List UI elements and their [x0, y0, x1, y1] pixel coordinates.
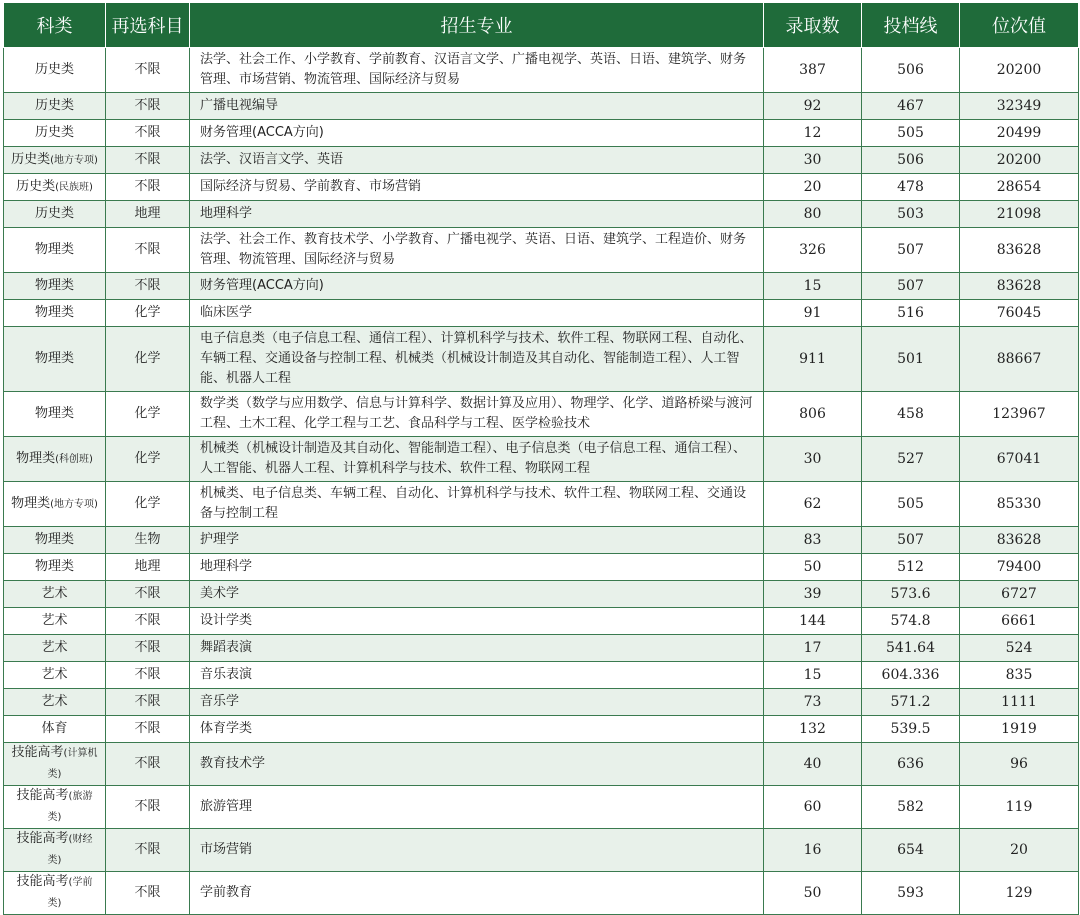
table-row	[4, 437, 1079, 482]
rank-cell: 67041	[960, 437, 1079, 482]
subject-cell: 不限	[106, 581, 190, 608]
category-cell	[4, 147, 106, 174]
rank-cell: 123967	[960, 392, 1079, 437]
category-label: 艺术	[41, 586, 68, 601]
table-row	[4, 872, 1079, 915]
category-suffix: (计算机类)	[47, 748, 98, 780]
category-label: 物理类	[34, 278, 74, 293]
line-cell: 527	[862, 437, 960, 482]
category-cell	[4, 581, 106, 608]
category-label: 历史类	[34, 206, 74, 221]
line-cell: 507	[862, 527, 960, 554]
line-cell: 636	[862, 743, 960, 786]
category-label: 物理类	[34, 242, 74, 257]
subject-cell: 不限	[106, 716, 190, 743]
category-cell	[4, 608, 106, 635]
category-cell	[4, 743, 106, 786]
header-row	[4, 3, 1079, 48]
category-label: 艺术	[41, 613, 68, 628]
subject-cell: 不限	[106, 662, 190, 689]
subject-cell: 不限	[106, 829, 190, 872]
line-cell: 571.2	[862, 689, 960, 716]
category-cell	[4, 273, 106, 300]
category-label: 历史类	[34, 125, 74, 140]
rank-cell: 83628	[960, 273, 1079, 300]
category-cell	[4, 662, 106, 689]
table-row	[4, 743, 1079, 786]
category-cell	[4, 482, 106, 527]
category-label: 艺术	[41, 694, 68, 709]
category-cell	[4, 716, 106, 743]
rank-cell: 96	[960, 743, 1079, 786]
count-cell: 30	[764, 437, 862, 482]
category-cell	[4, 174, 106, 201]
major-cell: 市场营销	[190, 829, 764, 872]
rank-cell: 28654	[960, 174, 1079, 201]
major-cell: 数学类（数学与应用数学、信息与计算科学、数据计算及应用）、物理学、化学、道路桥梁与渡河工程、土木工程、化学工程与工艺、食品科学与工程、医学检验技术	[190, 392, 764, 437]
count-cell: 60	[764, 786, 862, 829]
subject-cell: 不限	[106, 635, 190, 662]
category-label: 技能高考	[16, 788, 69, 803]
count-cell: 39	[764, 581, 862, 608]
subject-cell: 不限	[106, 273, 190, 300]
count-cell: 12	[764, 120, 862, 147]
count-cell: 62	[764, 482, 862, 527]
subject-cell: 不限	[106, 743, 190, 786]
category-label: 物理类	[34, 406, 74, 421]
category-cell	[4, 300, 106, 327]
subject-cell: 生物	[106, 527, 190, 554]
line-cell: 505	[862, 482, 960, 527]
line-cell: 654	[862, 829, 960, 872]
count-cell: 83	[764, 527, 862, 554]
table-row	[4, 482, 1079, 527]
rank-cell: 83628	[960, 228, 1079, 273]
rank-cell: 1919	[960, 716, 1079, 743]
major-cell: 法学、社会工作、小学教育、学前教育、汉语言文学、广播电视学、英语、日语、建筑学、财务管理、市场营销、物流管理、国际经济与贸易	[190, 48, 764, 93]
major-cell: 设计学类	[190, 608, 764, 635]
table-row	[4, 273, 1079, 300]
major-cell: 国际经济与贸易、学前教育、市场营销	[190, 174, 764, 201]
category-label: 物理类	[34, 559, 74, 574]
count-cell: 30	[764, 147, 862, 174]
category-cell	[4, 554, 106, 581]
major-cell: 地理科学	[190, 554, 764, 581]
category-label: 技能高考	[16, 831, 69, 846]
category-suffix: (旅游类)	[47, 791, 93, 823]
rank-cell: 79400	[960, 554, 1079, 581]
rank-cell: 76045	[960, 300, 1079, 327]
table-body	[4, 48, 1079, 915]
category-suffix: (学前类)	[47, 877, 93, 909]
line-cell: 467	[862, 93, 960, 120]
line-cell: 582	[862, 786, 960, 829]
rank-cell: 1111	[960, 689, 1079, 716]
rank-cell: 83628	[960, 527, 1079, 554]
major-cell: 财务管理(ACCA方向)	[190, 120, 764, 147]
table-row	[4, 554, 1079, 581]
table-row	[4, 93, 1079, 120]
subject-cell: 化学	[106, 482, 190, 527]
rank-cell: 88667	[960, 327, 1079, 392]
table-row	[4, 635, 1079, 662]
category-cell	[4, 689, 106, 716]
major-cell: 护理学	[190, 527, 764, 554]
category-cell	[4, 872, 106, 915]
subject-cell: 不限	[106, 120, 190, 147]
subject-cell: 化学	[106, 437, 190, 482]
category-cell	[4, 786, 106, 829]
rank-cell: 20	[960, 829, 1079, 872]
rank-cell: 835	[960, 662, 1079, 689]
major-cell: 法学、汉语言文学、英语	[190, 147, 764, 174]
line-cell: 506	[862, 48, 960, 93]
line-cell: 507	[862, 273, 960, 300]
rank-cell: 20200	[960, 147, 1079, 174]
count-cell: 15	[764, 662, 862, 689]
category-label: 物理类	[34, 351, 74, 366]
count-cell: 132	[764, 716, 862, 743]
table-row	[4, 201, 1079, 228]
header-rank: 位次值	[960, 3, 1079, 48]
header-category: 科类	[4, 3, 106, 48]
subject-cell: 化学	[106, 327, 190, 392]
line-cell: 574.8	[862, 608, 960, 635]
count-cell: 91	[764, 300, 862, 327]
category-cell	[4, 829, 106, 872]
subject-cell: 不限	[106, 147, 190, 174]
major-cell: 临床医学	[190, 300, 764, 327]
table-row	[4, 786, 1079, 829]
table-row	[4, 300, 1079, 327]
subject-cell: 化学	[106, 392, 190, 437]
subject-cell: 不限	[106, 608, 190, 635]
table-row	[4, 174, 1079, 201]
line-cell: 505	[862, 120, 960, 147]
subject-cell: 化学	[106, 300, 190, 327]
table-row	[4, 392, 1079, 437]
category-cell	[4, 437, 106, 482]
line-cell: 604.336	[862, 662, 960, 689]
subject-cell: 不限	[106, 174, 190, 201]
count-cell: 40	[764, 743, 862, 786]
admission-table	[3, 2, 1079, 915]
table-row	[4, 608, 1079, 635]
major-cell: 学前教育	[190, 872, 764, 915]
category-cell	[4, 120, 106, 147]
table-row	[4, 689, 1079, 716]
rank-cell: 129	[960, 872, 1079, 915]
line-cell: 541.64	[862, 635, 960, 662]
category-cell	[4, 48, 106, 93]
major-cell: 美术学	[190, 581, 764, 608]
table-row	[4, 716, 1079, 743]
table-row	[4, 120, 1079, 147]
major-cell: 财务管理(ACCA方向)	[190, 273, 764, 300]
subject-cell: 不限	[106, 786, 190, 829]
category-label: 历史类	[34, 62, 74, 77]
major-cell: 音乐表演	[190, 662, 764, 689]
category-label: 艺术	[41, 667, 68, 682]
table-row	[4, 581, 1079, 608]
count-cell: 326	[764, 228, 862, 273]
line-cell: 593	[862, 872, 960, 915]
rank-cell: 6661	[960, 608, 1079, 635]
count-cell: 806	[764, 392, 862, 437]
count-cell: 144	[764, 608, 862, 635]
category-label: 物理类	[11, 495, 51, 511]
category-suffix: (财经类)	[47, 834, 93, 866]
count-cell: 92	[764, 93, 862, 120]
line-cell: 539.5	[862, 716, 960, 743]
subject-cell: 地理	[106, 554, 190, 581]
line-cell: 501	[862, 327, 960, 392]
count-cell: 80	[764, 201, 862, 228]
major-cell: 法学、社会工作、教育技术学、小学教育、广播电视学、英语、日语、建筑学、工程造价、财务管理、物流管理、国际经济与贸易	[190, 228, 764, 273]
major-cell: 旅游管理	[190, 786, 764, 829]
line-cell: 458	[862, 392, 960, 437]
rank-cell: 85330	[960, 482, 1079, 527]
major-cell: 舞蹈表演	[190, 635, 764, 662]
major-cell: 电子信息类（电子信息工程、通信工程）、计算机科学与技术、软件工程、物联网工程、自动化、车辆工程、交通设备与控制工程、机械类（机械设计制造及其自动化、智能制造工程）、人工智能、机器人工程	[190, 327, 764, 392]
category-suffix: (地方专项)	[50, 498, 98, 510]
category-cell	[4, 201, 106, 228]
subject-cell: 地理	[106, 201, 190, 228]
line-cell: 478	[862, 174, 960, 201]
count-cell: 15	[764, 273, 862, 300]
header-count: 录取数	[764, 3, 862, 48]
table-row	[4, 147, 1079, 174]
table-row	[4, 662, 1079, 689]
category-cell	[4, 635, 106, 662]
category-label: 艺术	[41, 640, 68, 655]
category-cell	[4, 228, 106, 273]
table-row	[4, 327, 1079, 392]
category-suffix: (地方专项)	[50, 154, 98, 166]
line-cell: 506	[862, 147, 960, 174]
header-line: 投档线	[862, 3, 960, 48]
rank-cell: 32349	[960, 93, 1079, 120]
category-label: 技能高考	[16, 874, 69, 889]
rank-cell: 21098	[960, 201, 1079, 228]
table-row	[4, 228, 1079, 273]
category-label: 物理类	[34, 305, 74, 320]
subject-cell: 不限	[106, 872, 190, 915]
table-row	[4, 829, 1079, 872]
category-cell	[4, 527, 106, 554]
category-label: 历史类	[16, 178, 56, 194]
count-cell: 911	[764, 327, 862, 392]
subject-cell: 不限	[106, 93, 190, 120]
subject-cell: 不限	[106, 689, 190, 716]
major-cell: 机械类（机械设计制造及其自动化、智能制造工程）、电子信息类（电子信息工程、通信工程）、人工智能、机器人工程、计算机科学与技术、软件工程、物联网工程	[190, 437, 764, 482]
header-major: 招生专业	[190, 3, 764, 48]
subject-cell: 不限	[106, 228, 190, 273]
rank-cell: 119	[960, 786, 1079, 829]
line-cell: 507	[862, 228, 960, 273]
category-label: 技能高考	[11, 745, 64, 760]
category-label: 历史类	[11, 151, 51, 167]
major-cell: 广播电视编导	[190, 93, 764, 120]
major-cell: 地理科学	[190, 201, 764, 228]
count-cell: 16	[764, 829, 862, 872]
rank-cell: 6727	[960, 581, 1079, 608]
category-label: 体育	[41, 721, 68, 736]
table-row	[4, 527, 1079, 554]
count-cell: 20	[764, 174, 862, 201]
category-suffix: (民族班)	[55, 181, 93, 193]
category-suffix: (科创班)	[55, 453, 93, 465]
rank-cell: 20200	[960, 48, 1079, 93]
count-cell: 50	[764, 554, 862, 581]
category-label: 物理类	[16, 450, 56, 466]
table-row	[4, 48, 1079, 93]
category-cell	[4, 327, 106, 392]
major-cell: 体育学类	[190, 716, 764, 743]
subject-cell: 不限	[106, 48, 190, 93]
header-subject: 再选科目	[106, 3, 190, 48]
major-cell: 教育技术学	[190, 743, 764, 786]
count-cell: 387	[764, 48, 862, 93]
major-cell: 音乐学	[190, 689, 764, 716]
category-label: 历史类	[34, 98, 74, 113]
count-cell: 73	[764, 689, 862, 716]
rank-cell: 20499	[960, 120, 1079, 147]
category-cell	[4, 392, 106, 437]
count-cell: 50	[764, 872, 862, 915]
major-cell: 机械类、电子信息类、车辆工程、自动化、计算机科学与技术、软件工程、物联网工程、交通设备与控制工程	[190, 482, 764, 527]
line-cell: 503	[862, 201, 960, 228]
line-cell: 512	[862, 554, 960, 581]
count-cell: 17	[764, 635, 862, 662]
line-cell: 516	[862, 300, 960, 327]
rank-cell: 524	[960, 635, 1079, 662]
category-label: 物理类	[34, 532, 74, 547]
line-cell: 573.6	[862, 581, 960, 608]
category-cell	[4, 93, 106, 120]
